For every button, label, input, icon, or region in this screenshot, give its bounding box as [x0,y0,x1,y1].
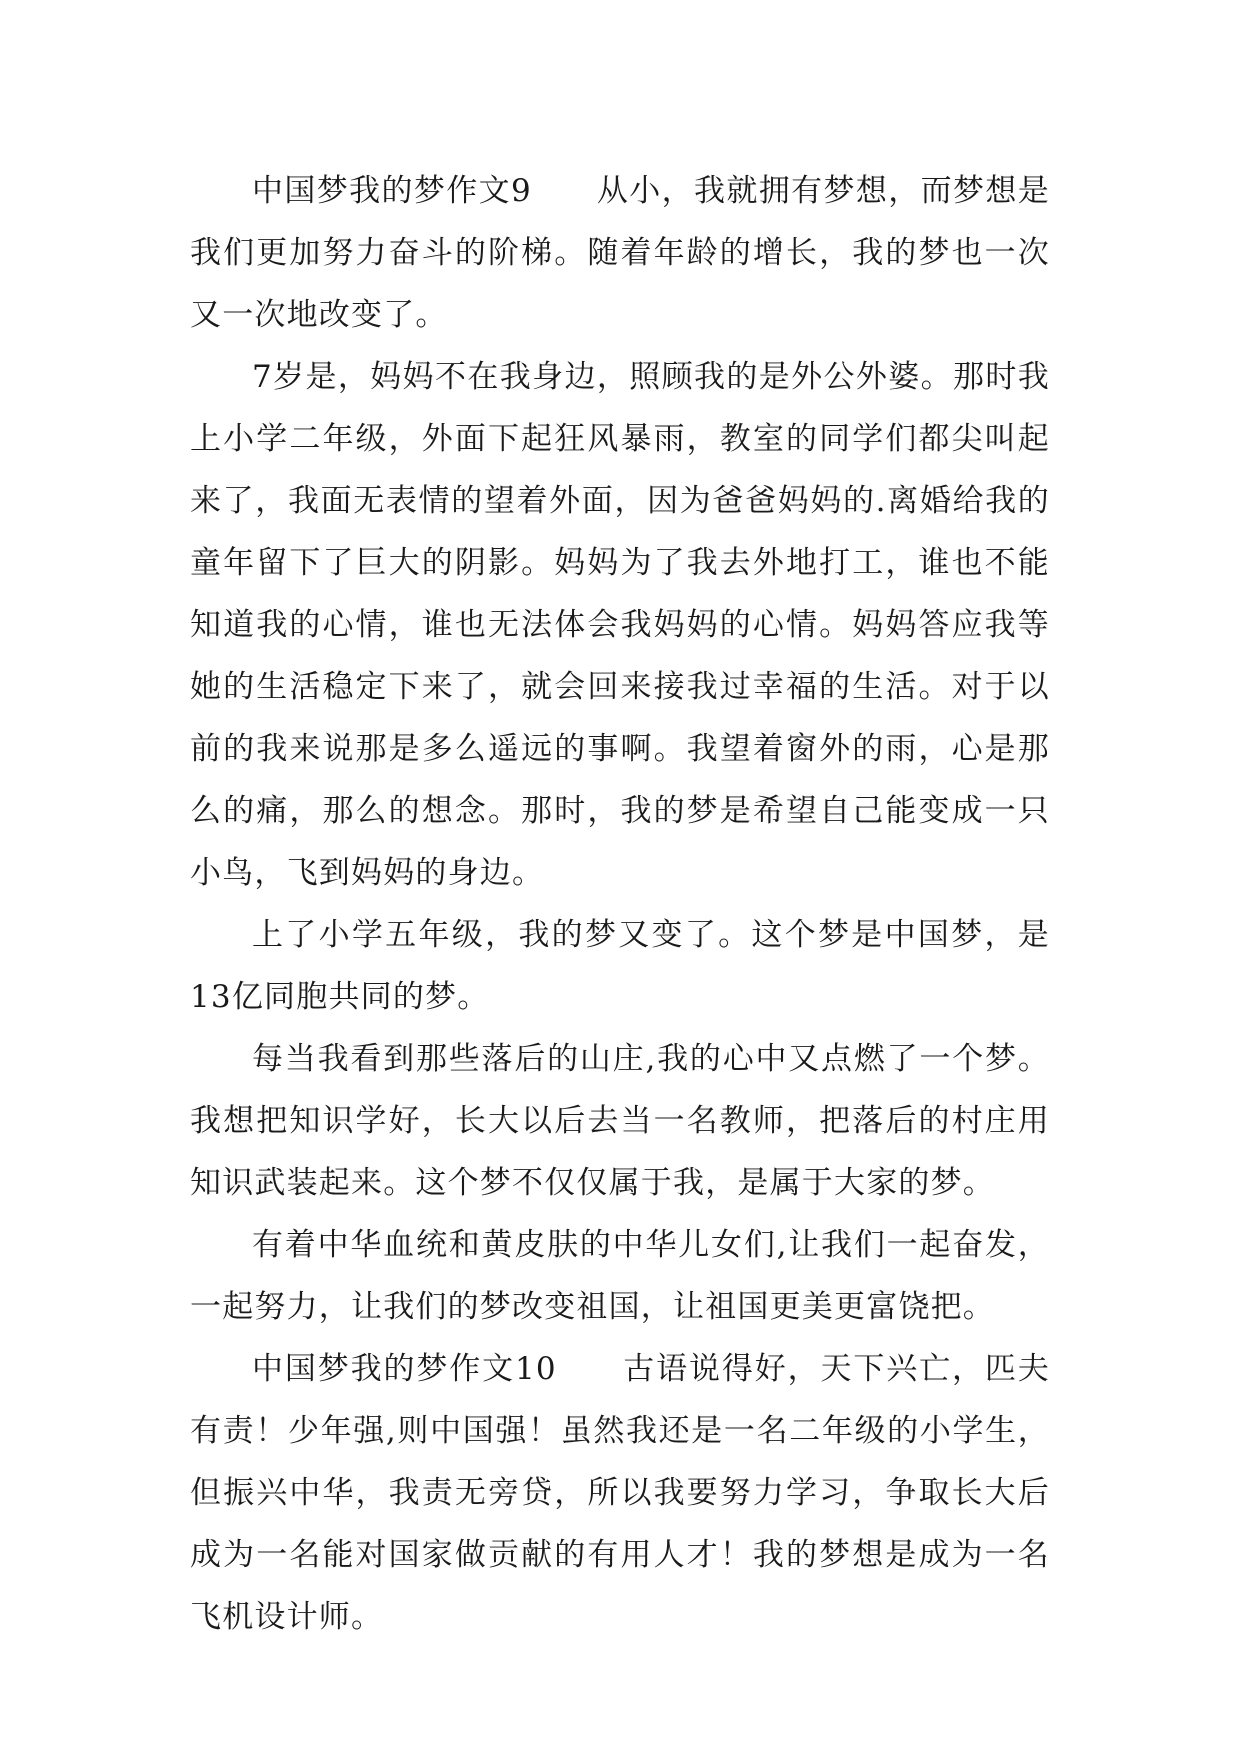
paragraph-essay-10-intro: 中国梦我的梦作文10 古语说得好，天下兴亡，匹夫有责！少年强,则中国强！虽然我还是一名二年级的小学生，但振兴中华，我责无旁贷，所以我要努力学习，争取长大后成为一名能对国家做贡献的有用人才！我的梦想是成为一名飞机设计师。 [190,1351,1050,1635]
paragraph-childhood: 7岁是，妈妈不在我身边，照顾我的是外公外婆。那时我上小学二年级，外面下起狂风暴雨，教室的同学们都尖叫起来了，我面无表情的望着外面，因为爸爸妈妈的.离婚给我的童年留下了巨大的阴影。妈妈为了我去外地打工，谁也不能知道我的心情，谁也无法体会我妈妈的心情。妈妈答应我等她的生活稳定下来了，就会回来接我过幸福的生活。对于以前的我来说那是多么遥远的事啊。我望着窗外的雨，心是那么的痛，那么的想念。那时，我的梦是希望自己能变成一只小鸟，飞到妈妈的身边。 [190,359,1050,891]
paragraph-teacher-dream: 每当我看到那些落后的山庄,我的心中又点燃了一个梦。我想把知识学好，长大以后去当一名教师，把落后的村庄用知识武装起来。这个梦不仅仅属于我，是属于大家的梦。 [190,1041,1050,1201]
paragraph-fifth-grade: 上了小学五年级，我的梦又变了。这个梦是中国梦，是13亿同胞共同的梦。 [190,917,1050,1015]
document-body [190,160,1050,1648]
paragraph-call-to-action: 有着中华血统和黄皮肤的中华儿女们,让我们一起奋发，一起努力，让我们的梦改变祖国，让祖国更美更富饶把。 [190,1227,1050,1325]
paragraph-essay-9-intro: 中国梦我的梦作文9 从小，我就拥有梦想，而梦想是我们更加努力奋斗的阶梯。随着年龄的增长，我的梦也一次又一次地改变了。 [190,173,1050,333]
